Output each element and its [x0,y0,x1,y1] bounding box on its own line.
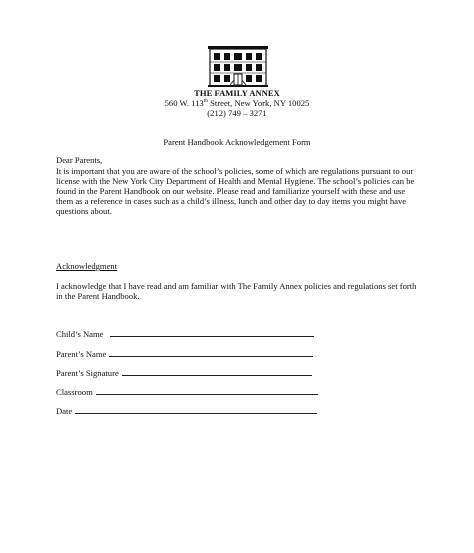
parents-name-line[interactable] [109,348,313,357]
parents-signature-line[interactable] [122,367,312,376]
organization-address: 560 W. 113th Street, New York, NY 10025 [164,98,310,108]
field-parents-signature [56,367,312,378]
classroom-line[interactable] [96,386,318,395]
field-date [56,405,317,416]
childs-name-line[interactable] [110,328,314,337]
field-label: Parent’s Signature [56,368,119,378]
field-label: Classroom [56,387,93,397]
building-logo-icon [206,44,270,88]
field-label: Child’s Name [56,329,104,339]
salutation: Dear Parents, [56,155,103,165]
field-parents-name [56,348,313,359]
intro-paragraph: It is important that you are aware of the school’s policies, some of which are regulations pursuant to our license with the New York City Department of Health and Mental Hygiene. The school’s policies can be found in the Parent Handbook on our website. Please read and familiarize yourself with these and use them as a reference in cases such as a child’s illness, lunch and other day to day items you might have questions about. [56,166,415,216]
field-label: Date [56,406,73,416]
organization-name: THE FAMILY ANNEX [194,88,280,98]
form-title: Parent Handbook Acknowledgement Form [163,137,311,147]
field-childs-name [56,328,314,339]
date-line[interactable] [75,405,317,414]
field-classroom [56,386,318,397]
acknowledgment-heading: Acknowledgment [56,261,118,271]
organization-phone: (212) 749 – 3271 [207,108,267,118]
field-label: Parent’s Name [56,349,107,359]
acknowledgment-paragraph: I acknowledge that I have read and am familiar with The Family Annex policies and regulations set forth in the Parent Handbook. [56,281,417,301]
